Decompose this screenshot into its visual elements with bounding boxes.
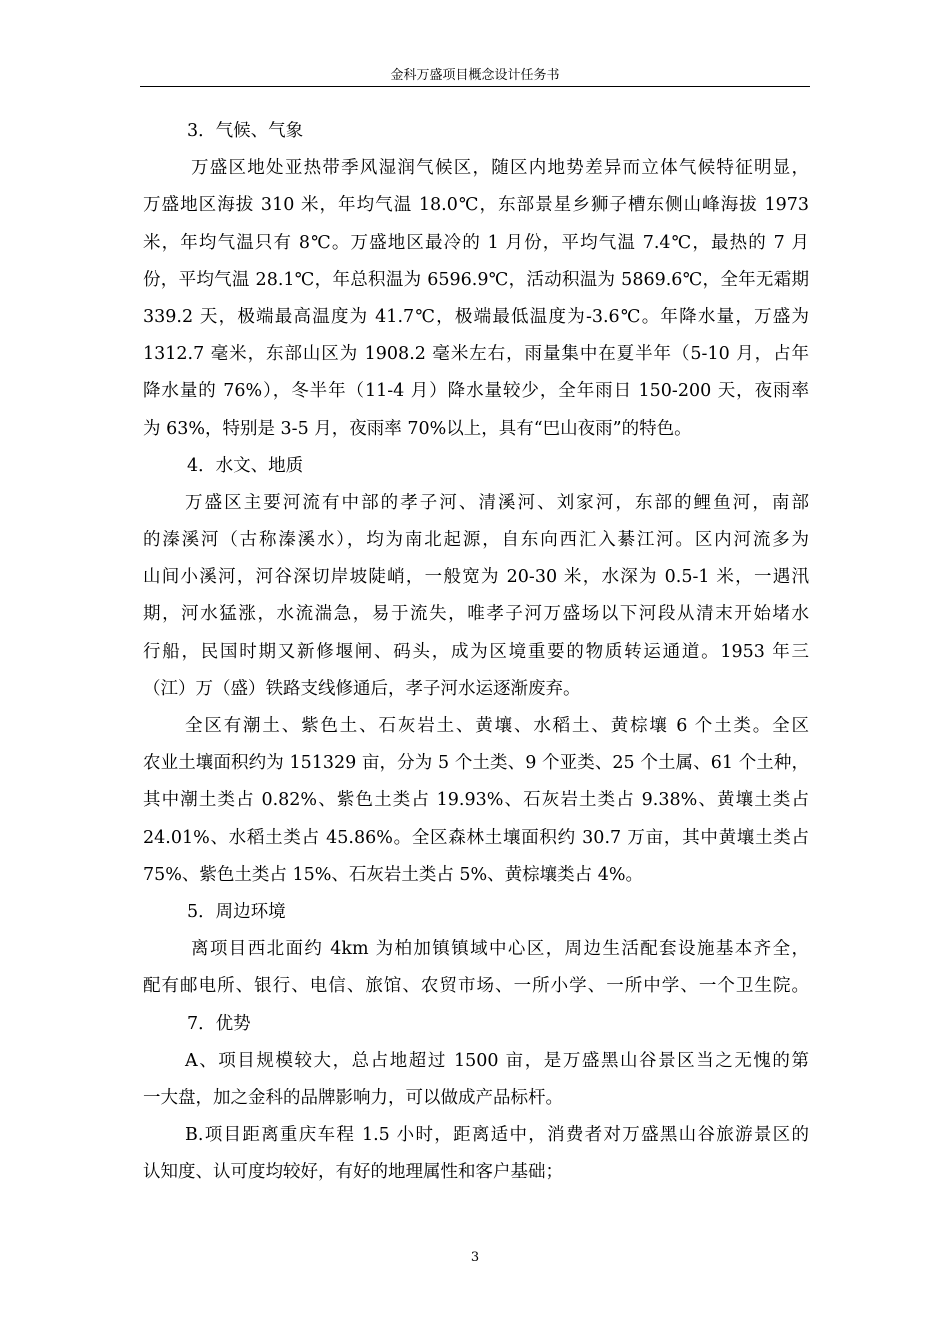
text-line: 全区有潮土、紫色土、石灰岩土、黄壤、水稻土、黄棕壤 6 个土类。全区 <box>185 716 809 736</box>
text-line: A、项目规模较大，总占地超过 1500 亩，是万盛黑山谷景区当之无愧的第 <box>185 1050 809 1071</box>
text-line: 5．周边环境 <box>187 901 286 922</box>
text-line: 一大盘，加之金科的品牌影响力，可以做成产品标杆。 <box>143 1087 563 1108</box>
text-line: 1312.7 毫米，东部山区为 1908.2 毫米左右，雨量集中在夏半年（5-10 月，占年 <box>143 344 809 365</box>
text-line: 3．气候、气象 <box>187 121 304 141</box>
text-line: 4．水文、地质 <box>187 455 304 476</box>
text-line: 认知度、认可度均较好，有好的地理属性和客户基础； <box>143 1162 563 1183</box>
text-line: （江）万（盛）铁路支线修通后，孝子河水运逐渐废弃。 <box>143 678 581 699</box>
text-line: 万盛地区海拔 310 米，年均气温 18.0℃，东部景星乡狮子槽东侧山峰海拔 1973 <box>143 195 809 216</box>
text-line: 24.01%、水稻土类占 45.86%。全区森林土壤面积约 30.7 万亩，其中黄壤土类占 <box>143 827 809 848</box>
text-line: 的溱溪河（古称溱溪水），均为南北起源，自东向西汇入綦江河。区内河流多为 <box>143 530 809 551</box>
text-line: 米，年均气温只有 8℃。万盛地区最冷的 1 月份，平均气温 7.4℃，最热的 7 月 <box>143 232 809 253</box>
header-title: 金科万盛项目概念设计任务书 <box>390 68 560 83</box>
text-line: 其中潮土类占 0.82%、紫色土类占 19.93%、石灰岩土类占 9.38%、黄壤土类占 <box>143 790 809 811</box>
text-line: 万盛区地处亚热带季风湿润气候区，随区内地势差异而立体气候特征明显， <box>191 158 809 179</box>
text-line: 为 63%，特别是 3-5 月，夜雨率 70%以上，具有“巴山夜雨”的特色。 <box>143 418 692 439</box>
text-line: 配有邮电所、银行、电信、旅馆、农贸市场、一所小学、一所中学、一个卫生院。 <box>143 976 809 997</box>
page-header <box>140 66 810 87</box>
text-line: 7．优势 <box>187 1013 251 1034</box>
text-line: 山间小溪河，河谷深切岸坡陡峭，一般宽为 20-30 米，水深为 0.5-1 米，一遇汛 <box>143 567 809 588</box>
text-line: 期，河水猛涨，水流湍急，易于流失，唯孝子河万盛场以下河段从清末开始堵水 <box>143 604 809 625</box>
text-line: 339.2 天，极端最高温度为 41.7℃，极端最低温度为-3.6℃。年降水量，万盛为 <box>143 306 809 327</box>
text-line: 75%、紫色土类占 15%、石灰岩土类占 5%、黄棕壤类占 4%。 <box>143 864 644 885</box>
text-line: 万盛区主要河流有中部的孝子河、清溪河、刘家河，东部的鲤鱼河，南部 <box>185 492 809 513</box>
text-line: B.项目距离重庆车程 1.5 小时，距离适中，消费者对万盛黑山谷旅游景区的 <box>185 1125 809 1146</box>
text-line: 行船，民国时期又新修堰闸、码头，成为区境重要的物质转运通道。1953 年三 <box>143 641 809 662</box>
text-line: 离项目西北面约 4km 为柏加镇镇域中心区，周边生活配套设施基本齐全， <box>191 939 809 960</box>
text-line: 降水量的 76%），冬半年（11-4 月）降水量较少，全年雨日 150-200 天，夜雨率 <box>143 381 809 402</box>
text-line: 农业土壤面积约为 151329 亩，分为 5 个土类、9 个亚类、25 个土属、61 个土种， <box>143 753 809 774</box>
page-number: 3 <box>470 1250 480 1265</box>
page-footer <box>0 1250 950 1265</box>
text-line: 份，平均气温 28.1℃，年总积温为 6596.9℃，活动积温为 5869.6℃，全年无霜期 <box>143 269 809 290</box>
document-body <box>143 113 809 1191</box>
